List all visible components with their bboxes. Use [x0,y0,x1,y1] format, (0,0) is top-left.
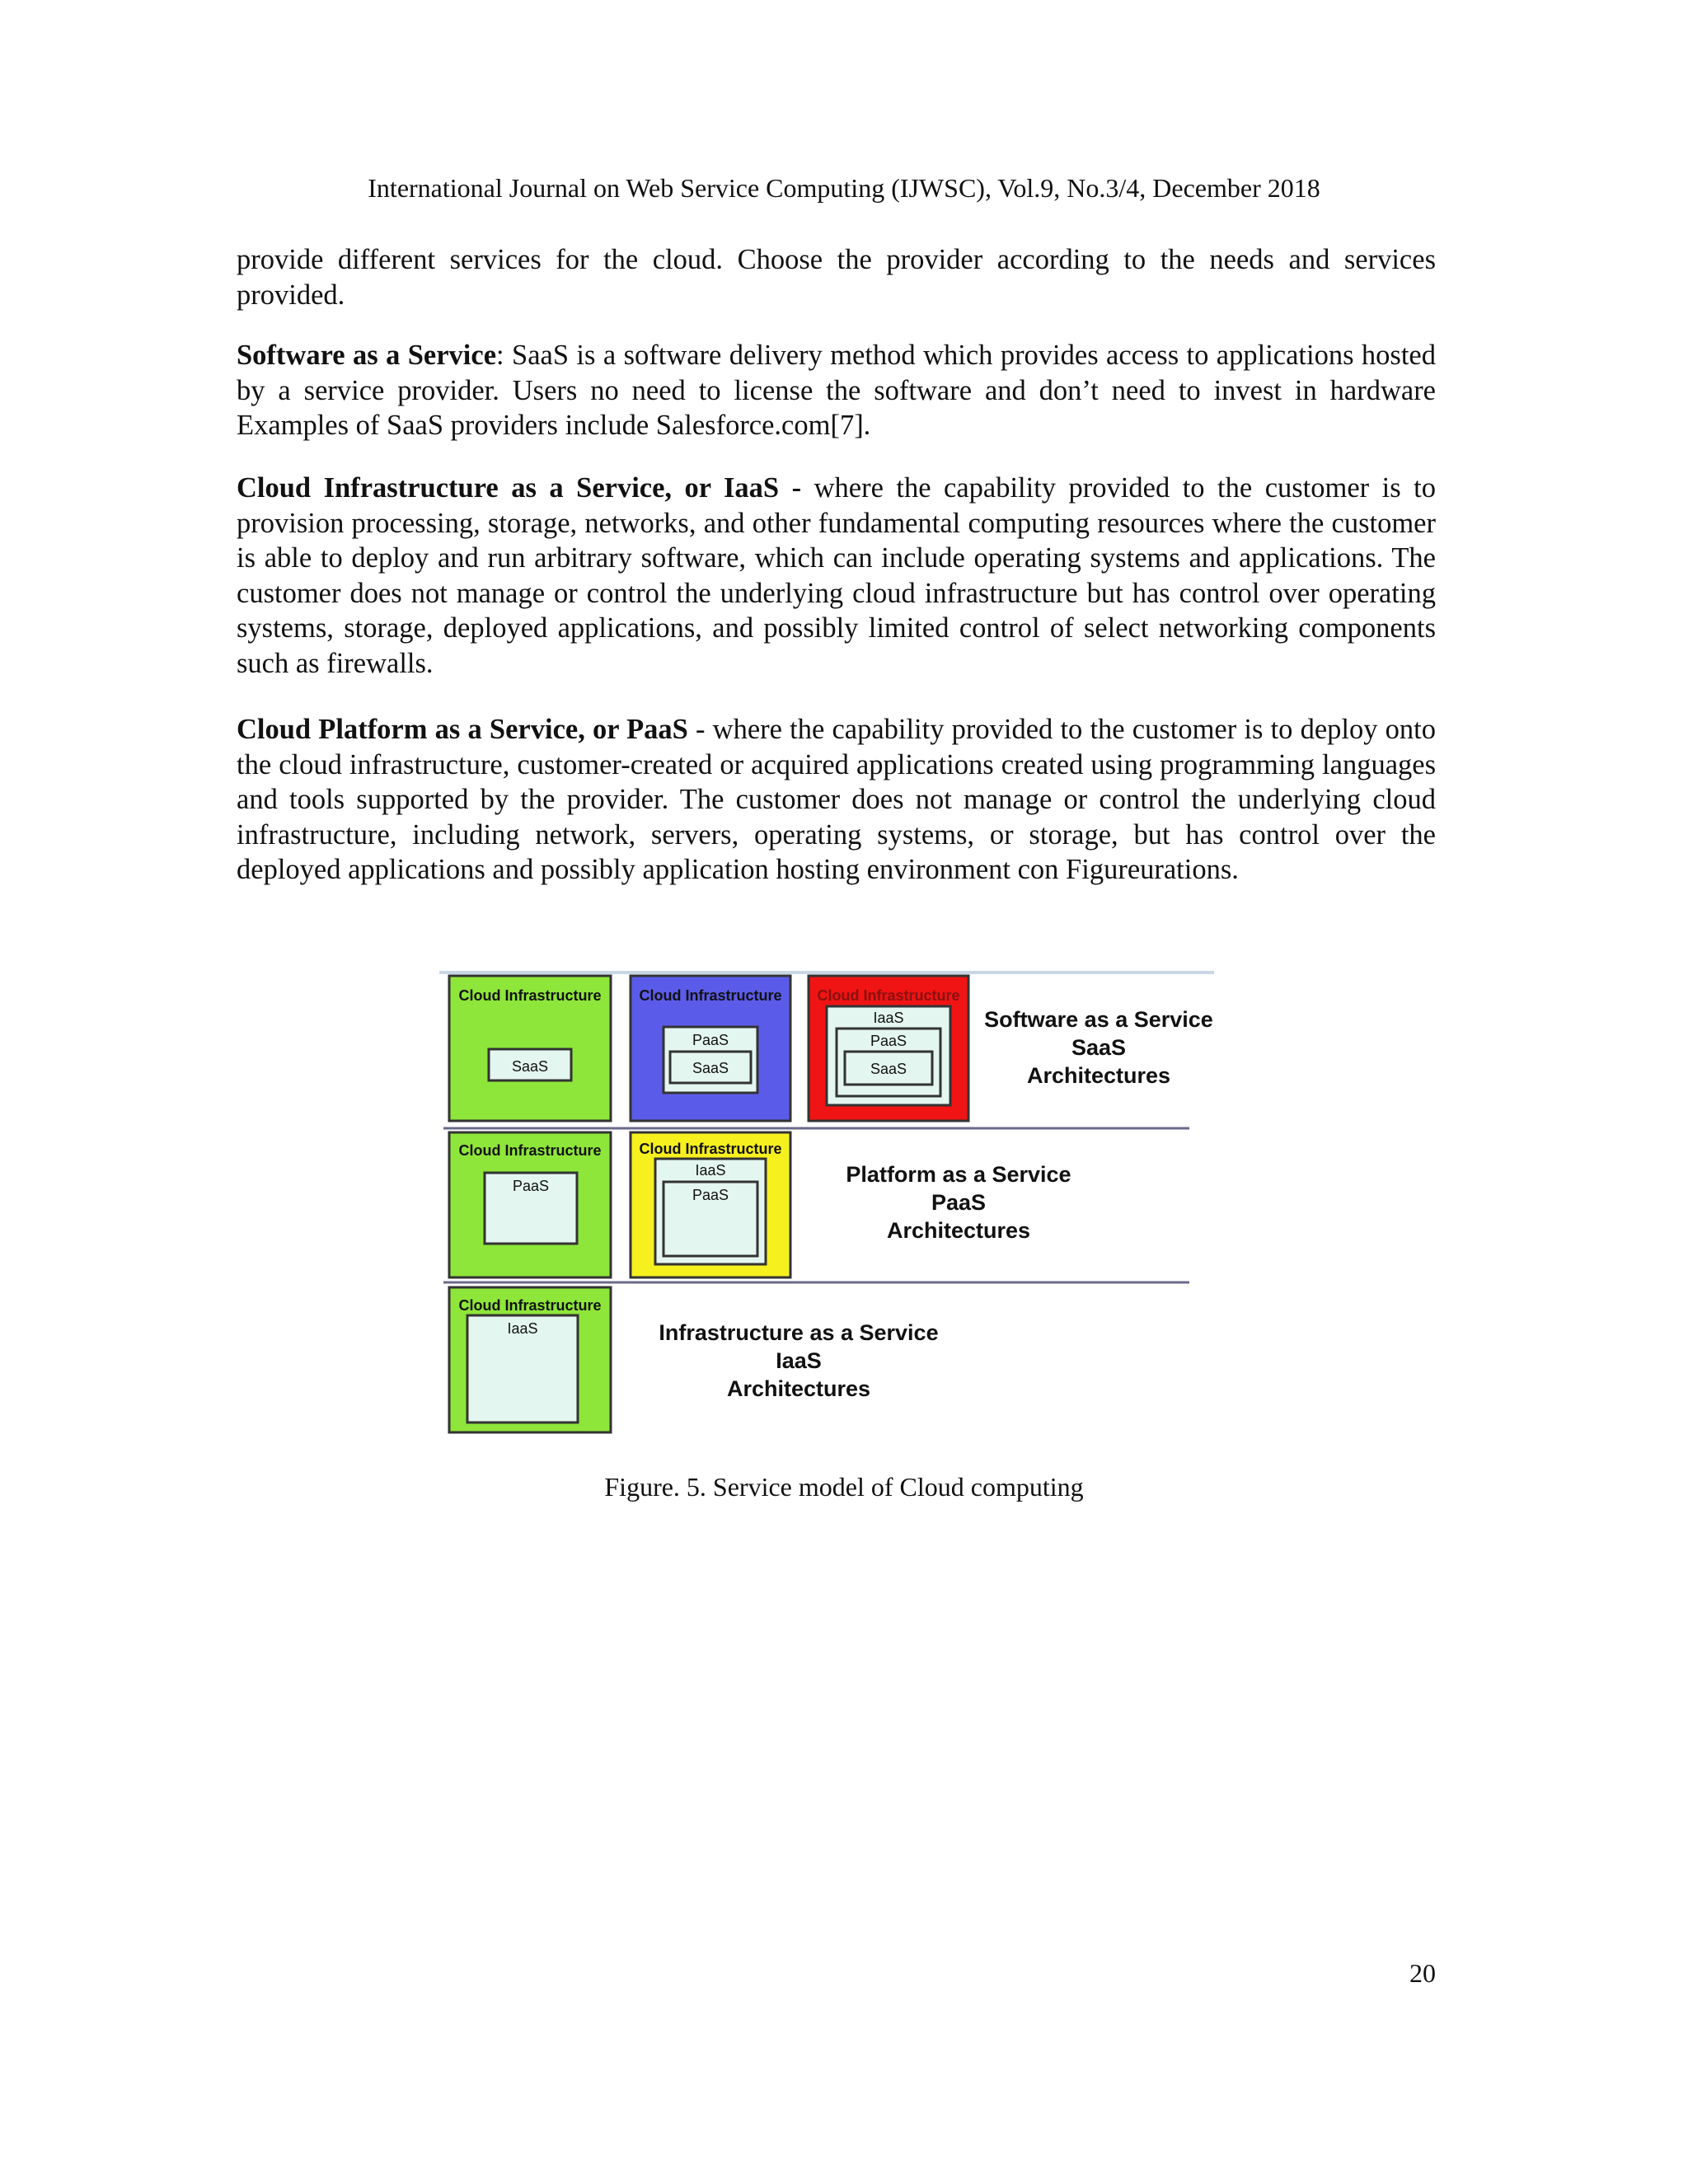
saas-title-line3: Architectures [1026,1063,1171,1088]
iaas-row [449,1287,939,1432]
service-model-diagram [439,971,1214,1436]
paragraph-text: : SaaS is a software delivery method which provides access to applications hosted by a service provider. Users no need to license the software and don’t need to invest in hardware Examples of SaaS providers include Salesforce.com[7]. [237,340,1436,441]
saas-label: SaaS [870,1061,907,1077]
paragraph-saas [237,338,1436,443]
saas-label: SaaS [692,1060,729,1076]
box-title: Cloud Infrastructure [639,1141,782,1157]
term-paas: Cloud Platform as a Service, or PaaS [237,714,688,745]
paas-label: PaaS [512,1178,550,1194]
saas-red-box [809,976,968,1121]
iaas-label: IaaS [873,1010,904,1026]
figure-caption: Figure. 5. Service model of Cloud computing [604,1472,1084,1502]
paas-label: PaaS [692,1032,729,1048]
top-rule [439,971,1214,974]
term-iaas: Cloud Infrastructure as a Service, or IaaS - [237,472,802,504]
service-model-figure [439,971,1214,1436]
saas-row [449,976,1213,1121]
saas-title-line1: Software as a Service [984,1007,1213,1032]
paragraph-text: - where the capability provided to the customer is to deploy onto the cloud infrastructure, customer-created or acquired applications created using programming languages and tools supported by the provider. The customer does not manage or control the underlying cloud infrastructure, including network, servers, operating systems, or storage, but has control over the deployed applications and possibly application hosting environment con Figureurations. [237,714,1436,885]
saas-title-line2: SaaS [1071,1035,1127,1060]
paragraph-iaas [237,471,1436,681]
paragraph-providers [237,242,1436,312]
box-title: Cloud Infrastructure [639,987,782,1004]
box-title: Cloud Infrastructure [817,987,960,1004]
paragraph-text: provide different services for the cloud. Choose the provider according to the needs and services provided. [237,244,1436,311]
iaas-title-line2: IaaS [776,1348,822,1373]
saas-green-box [449,976,611,1121]
paas-title-line3: Architectures [886,1218,1031,1243]
paas-title-line2: PaaS [931,1190,987,1215]
box-title: Cloud Infrastructure [458,1142,602,1159]
paas-title-line1: Platform as a Service [846,1162,1071,1187]
paragraph-paas [237,712,1436,888]
saas-blue-box [631,976,790,1121]
iaas-title-line1: Infrastructure as a Service [659,1320,939,1345]
running-header: International Journal on Web Service Computing (IJWSC), Vol.9, No.3/4, December 2018 [368,173,1320,203]
iaas-label: IaaS [695,1162,726,1179]
iaas-title-line3: Architectures [726,1376,871,1401]
paas-green-box [449,1132,611,1277]
iaas-label: IaaS [507,1320,538,1337]
page-number: 20 [1409,1958,1436,1988]
box-title: Cloud Infrastructure [458,987,602,1004]
term-saas: Software as a Service [237,340,497,371]
box-title: Cloud Infrastructure [458,1297,602,1314]
paragraph-text: where the capability provided to the customer is to provision processing, storage, networks, and other fundamental computing resources where the customer is able to deploy and run arbitrary software, which can include operating systems and applications. The customer does not manage or control the underlying cloud infrastructure but has control over operating systems, storage, deployed applications, and possibly limited control of select networking components such as firewalls. [237,472,1437,679]
saas-label: SaaS [511,1058,549,1075]
iaas-green-box [449,1287,611,1432]
paas-yellow-box [631,1132,790,1277]
paas-row [449,1132,1071,1277]
paas-label: PaaS [692,1187,729,1203]
paas-label: PaaS [870,1033,907,1049]
